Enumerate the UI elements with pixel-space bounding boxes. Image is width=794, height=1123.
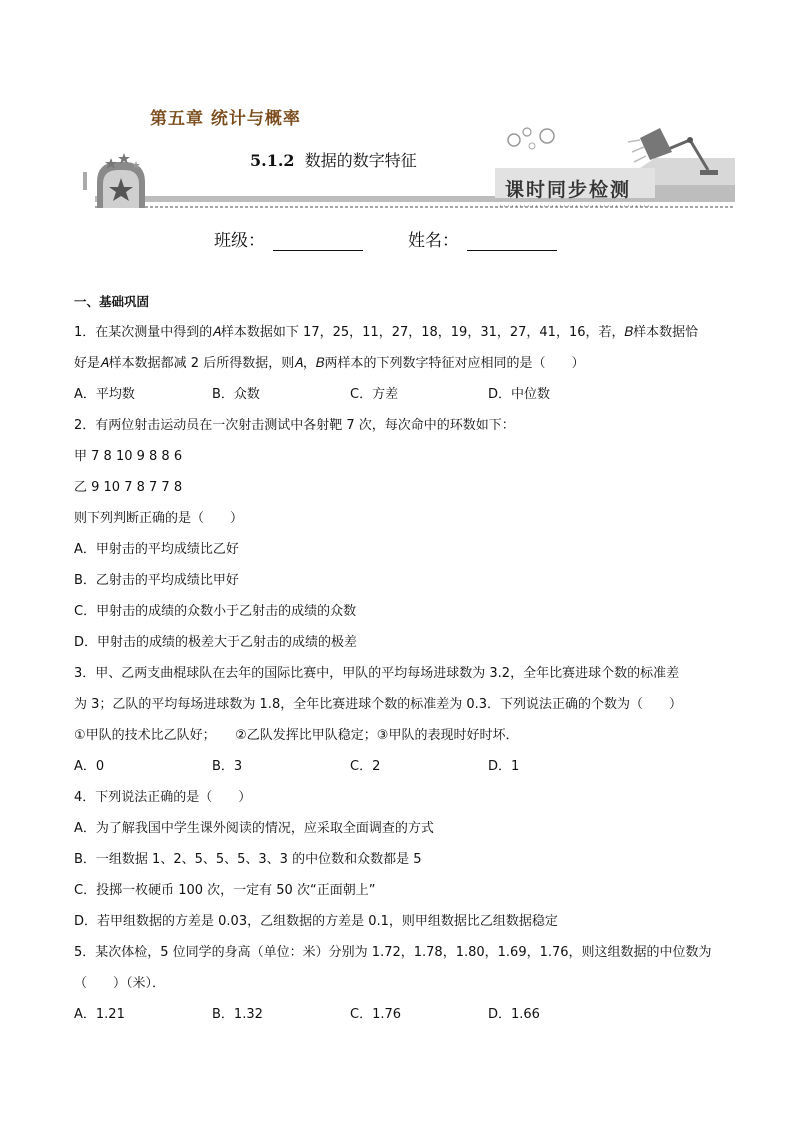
section-heading: 一、基础巩固 [74, 294, 150, 309]
q2-line1: 2．有两位射击运动员在一次射击测试中各射靶 7 次，每次命中的环数如下： [74, 418, 515, 433]
q5-line2: （ ）（米）． [74, 976, 166, 991]
q3-option-a: A．0 [74, 759, 105, 774]
q3-line2: 为 3；乙队的平均每场进球数为 1.8，全年比赛进球个数的标准差为 0.3．下列说法正确的个数为（ ） [74, 697, 683, 712]
q3-option-c: C．2 [350, 759, 381, 774]
q2-option-a: A．甲射击的平均成绩比乙好 [74, 542, 239, 557]
chapter-title: 第五章 统计与概率 [150, 109, 301, 129]
q1-option-d: D．中位数 [488, 387, 551, 402]
q5-option-b: B．1.32 [212, 1007, 263, 1022]
q2-option-d: D．甲射击的成绩的极差大于乙射击的成绩的极差 [74, 635, 358, 650]
q3-option-b: B．3 [212, 759, 243, 774]
q2-line4: 则下列判断正确的是（ ） [74, 511, 244, 526]
q3-option-d: D．1 [488, 759, 520, 774]
worksheet-content [74, 286, 724, 1030]
q4-option-c: C．投掷一枚硬币 100 次，一定有 50 次“正面朝上” [74, 883, 376, 898]
q3-line1: 3．甲、乙两支曲棍球队在去年的国际比赛中，甲队的平均每场进球数为 3.2，全年比赛进球个数的标准差 [74, 666, 680, 681]
q2-option-c: C．甲射击的成绩的众数小于乙射击的成绩的众数 [74, 604, 357, 619]
q1-option-b: B．众数 [212, 387, 260, 402]
q1-line1: 1．在某次测量中得到的𝐴样本数据如下 17，25，11，27，18，19，31，27，41，16，若，𝐵样本数据恰 [74, 325, 699, 340]
q2-jia-scores: 甲 7 8 10 9 8 8 6 [74, 449, 183, 464]
q2-option-b: B．乙射击的平均成绩比甲好 [74, 573, 239, 588]
class-field [214, 226, 363, 251]
name-blank[interactable] [467, 234, 557, 251]
class-label: 班级： [214, 231, 265, 251]
lesson-name: 数据的数字特征 [304, 151, 417, 170]
q5-options [74, 999, 724, 1030]
sync-test-badge: 课时同步检测 [505, 179, 632, 201]
q4-option-a: A．为了解我国中学生课外阅读的情况，应采取全面调查的方式 [74, 821, 434, 836]
q2-yi-scores: 乙 9 10 7 8 7 7 8 [74, 480, 183, 495]
q1-line2: 好是𝐴样本数据都减 2 后所得数据，则𝐴，𝐵两样本的下列数字特征对应相同的是（ ） [74, 356, 585, 371]
q5-line1: 5．某次体检，5 位同学的身高（单位：米）分别为 1.72，1.78，1.80，1.69，1.76，则这组数据的中位数为 [74, 945, 712, 960]
q1-options [74, 379, 724, 410]
lesson-number: 5.1.2 [250, 151, 295, 170]
q4-line1: 4．下列说法正确的是（ ） [74, 790, 252, 805]
q3-line3: ①甲队的技术比乙队好； ②乙队发挥比甲队稳定；③甲队的表现时好时坏． [74, 728, 519, 743]
header-banner [0, 0, 794, 220]
q1-option-c: C．方差 [350, 387, 399, 402]
q5-option-c: C．1.76 [350, 1007, 402, 1022]
name-field [408, 226, 557, 251]
q4-option-d: D．若甲组数据的方差是 0.03，乙组数据的方差是 0.1，则甲组数据比乙组数据稳定 [74, 914, 558, 929]
name-label: 姓名： [408, 231, 459, 251]
lesson-title [250, 148, 417, 171]
q5-option-a: A．1.21 [74, 1007, 125, 1022]
q4-option-b: B．一组数据 1、2、5、5、5、3、3 的中位数和众数都是 5 [74, 852, 422, 867]
q5-option-d: D．1.66 [488, 1007, 540, 1022]
q3-options [74, 751, 724, 782]
class-blank[interactable] [273, 234, 363, 251]
q1-option-a: A．平均数 [74, 387, 135, 402]
